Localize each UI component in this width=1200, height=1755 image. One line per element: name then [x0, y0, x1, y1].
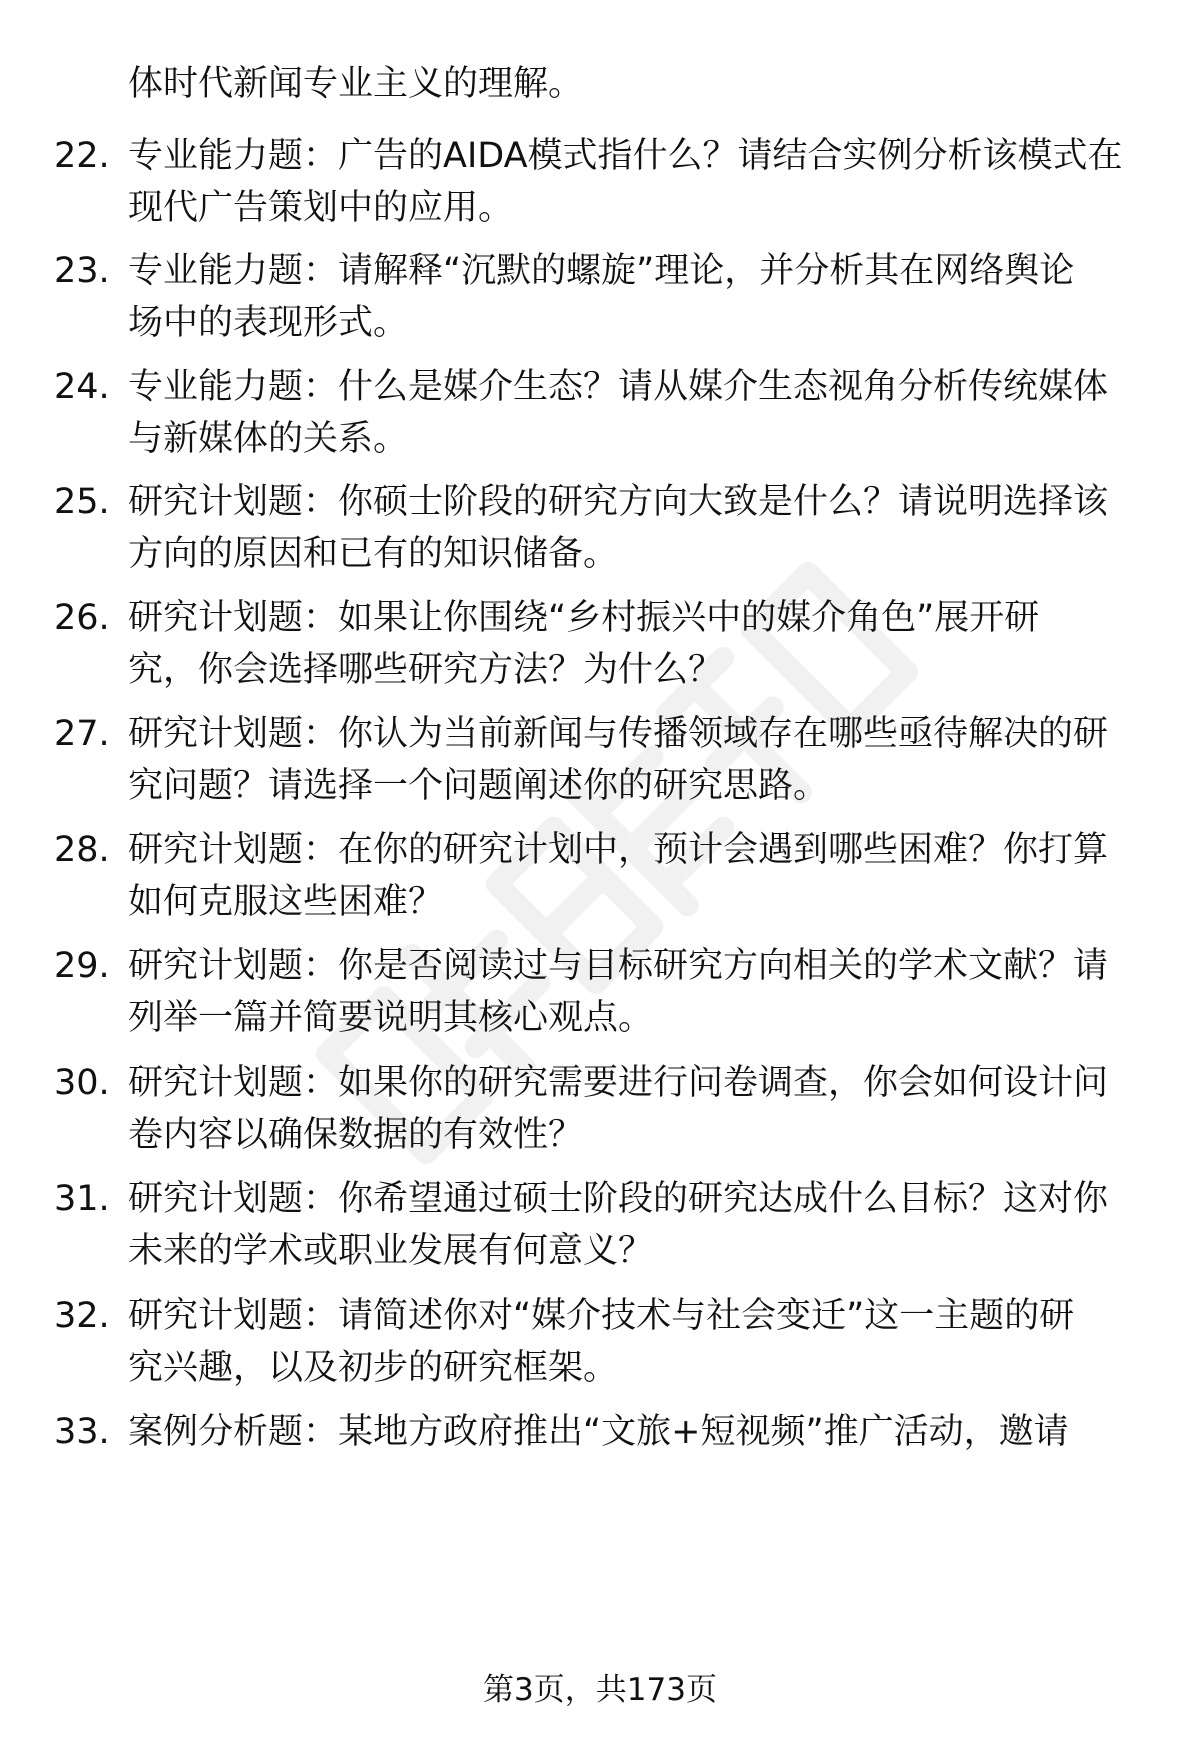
- question-text-line: 列举一篇并简要说明其核心观点。: [128, 998, 654, 1038]
- question-text-line: 专业能力题：什么是媒介生态？请从媒介生态视角分析传统媒体: [128, 367, 1109, 407]
- question-number: 33.: [54, 1412, 110, 1452]
- question-text-line: 未来的学术或职业发展有何意义？: [128, 1231, 654, 1271]
- question-number: 30.: [54, 1063, 110, 1103]
- question-number: 32.: [54, 1296, 110, 1336]
- question-text: [128, 824, 1158, 928]
- question-number: 27.: [54, 714, 110, 754]
- question-text-line: 与新媒体的关系。: [128, 419, 409, 459]
- question-text: [128, 476, 1158, 580]
- question-text-line: 究问题？请选择一个问题阐述你的研究思路。: [128, 766, 829, 806]
- page-number-footer: 第3页，共173页: [483, 1672, 717, 1708]
- question-text-line: 现代广告策划中的应用。: [128, 188, 514, 228]
- question-number: 26.: [54, 598, 110, 638]
- question-text: [128, 1173, 1158, 1277]
- question-text: [128, 592, 1158, 696]
- question-text-line: 研究计划题：你是否阅读过与目标研究方向相关的学术文献？请: [128, 946, 1109, 986]
- question-number: 31.: [54, 1179, 110, 1219]
- question-number: 23.: [54, 251, 110, 291]
- question-text: [128, 1290, 1158, 1394]
- intro-continuation-line: 体时代新闻专业主义的理解。: [128, 64, 584, 104]
- question-text: [128, 130, 1158, 234]
- question-text-line: 方向的原因和已有的知识储备。: [128, 534, 619, 574]
- question-text-line: 研究计划题：你希望通过硕士阶段的研究达成什么目标？这对你: [128, 1179, 1109, 1219]
- question-text-line: 卷内容以确保数据的有效性？: [128, 1115, 584, 1155]
- question-text: [128, 361, 1158, 465]
- question-text: [128, 245, 1158, 349]
- question-text-line: 研究计划题：如果你的研究需要进行问卷调查，你会如何设计问: [128, 1063, 1109, 1103]
- question-text: [128, 1057, 1158, 1161]
- question-text-line: 专业能力题：广告的AIDA模式指什么？请结合实例分析该模式在: [128, 136, 1123, 176]
- question-number: 22.: [54, 136, 110, 176]
- question-text: [128, 708, 1158, 812]
- question-text-line: 研究计划题：请简述你对“媒介技术与社会变迁”这一主题的研: [128, 1296, 1075, 1336]
- question-text: [128, 940, 1158, 1044]
- question-number: 29.: [54, 946, 110, 986]
- question-text-line: 研究计划题：在你的研究计划中，预计会遇到哪些困难？你打算: [128, 830, 1109, 870]
- question-number: 24.: [54, 367, 110, 407]
- question-number: 28.: [54, 830, 110, 870]
- question-text-line: 场中的表现形式。: [128, 303, 409, 343]
- question-text-line: 如何克服这些困难？: [128, 882, 444, 922]
- question-text-line: 究兴趣，以及初步的研究框架。: [128, 1348, 619, 1388]
- question-text-line: 研究计划题：你硕士阶段的研究方向大致是什么？请说明选择该: [128, 482, 1109, 522]
- question-number: 25.: [54, 482, 110, 522]
- question-text-line: 专业能力题：请解释“沉默的螺旋”理论，并分析其在网络舆论: [128, 251, 1075, 291]
- question-text: [128, 1406, 1158, 1458]
- question-text-line: 研究计划题：如果让你围绕“乡村振兴中的媒介角色”展开研: [128, 598, 1040, 638]
- question-text-line: 研究计划题：你认为当前新闻与传播领域存在哪些亟待解决的研: [128, 714, 1109, 754]
- question-text-line: 案例分析题：某地方政府推出“文旅+短视频”推广活动，邀请: [128, 1412, 1069, 1452]
- question-text-line: 究，你会选择哪些研究方法？为什么？: [128, 650, 724, 690]
